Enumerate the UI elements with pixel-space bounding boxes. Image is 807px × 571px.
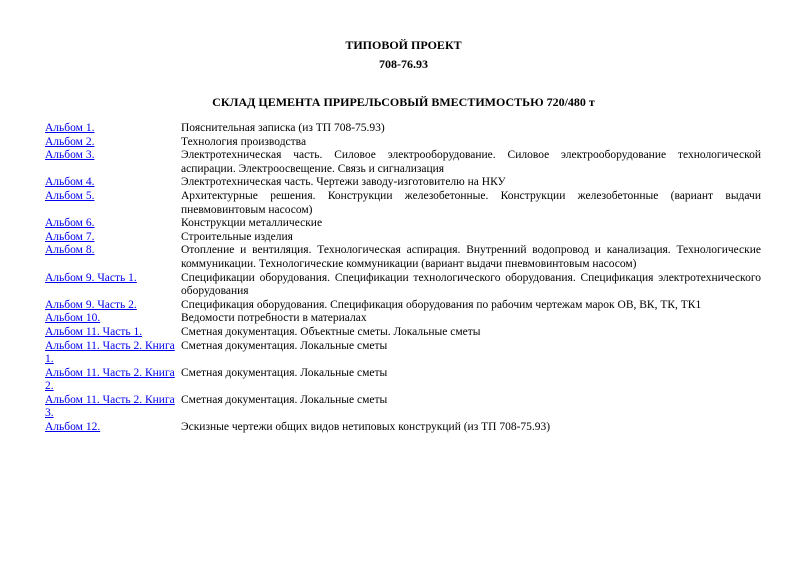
album-description: Электротехническая часть. Чертежи заводу-изготовителю на НКУ <box>181 176 506 189</box>
album-row <box>45 176 761 190</box>
album-link[interactable]: Альбом 8. <box>45 244 95 257</box>
album-description: Сметная документация. Локальные сметы <box>181 393 388 406</box>
album-row <box>45 231 761 245</box>
album-description: Спецификации оборудования. Спецификации технологического оборудования. Спецификация электротехнического оборудования <box>181 271 761 298</box>
album-row <box>45 421 761 435</box>
album-link[interactable]: Альбом 4. <box>45 176 95 189</box>
album-description: Архитектурные решения. Конструкции железобетонные. Конструкции железобетонные (вариант выдачи пневмовинтовым насосом) <box>181 189 761 216</box>
album-row <box>45 299 761 313</box>
album-link[interactable]: Альбом 11. Часть 2. Книга 2. <box>45 366 175 393</box>
project-subject: СКЛАД ЦЕМЕНТА ПРИРЕЛЬСОВЫЙ ВМЕСТИМОСТЬЮ 720/480 т <box>212 95 595 109</box>
album-link[interactable]: Альбом 2. <box>45 135 95 148</box>
project-code: 708-76.93 <box>379 57 428 71</box>
album-row <box>45 394 761 421</box>
album-row <box>45 244 761 271</box>
album-row <box>45 217 761 231</box>
album-row <box>45 149 761 176</box>
album-description: Электротехническая часть. Силовое электрооборудование. Силовое электрооборудование технологической аспирации. Электроосвещение. Связь и сигнализация <box>181 149 761 175</box>
album-link[interactable]: Альбом 7. <box>45 230 95 243</box>
album-link[interactable]: Альбом 11. Часть 2. Книга 1. <box>45 339 175 366</box>
album-row <box>45 340 761 367</box>
album-link[interactable]: Альбом 1. <box>45 122 95 134</box>
album-description: Спецификация оборудования. Спецификация оборудования по рабочим чертежам марок ОВ, ВК, ТК, ТК1 <box>181 298 702 311</box>
albums-table <box>45 122 761 435</box>
album-link[interactable]: Альбом 6. <box>45 217 95 230</box>
album-link[interactable]: Альбом 9. Часть 2. <box>45 298 137 311</box>
album-row <box>45 272 761 299</box>
album-row <box>45 326 761 340</box>
album-description: Ведомости потребности в материалах <box>181 312 367 325</box>
album-description: Эскизные чертежи общих видов нетиповых конструкций (из ТП 708-75.93) <box>181 421 551 434</box>
album-link[interactable]: Альбом 3. <box>45 149 95 162</box>
album-description: Строительные изделия <box>181 230 293 243</box>
album-row <box>45 312 761 326</box>
album-description: Технология производства <box>181 135 307 148</box>
album-description: Сметная документация. Локальные сметы <box>181 339 388 352</box>
album-row <box>45 190 761 217</box>
album-row <box>45 136 761 150</box>
album-link[interactable]: Альбом 5. <box>45 189 95 202</box>
document-title: ТИПОВОЙ ПРОЕКТ <box>345 38 462 52</box>
album-row <box>45 122 761 136</box>
album-description: Отопление и вентиляция. Технологическая аспирация. Внутренний водопровод и канализация. Технологические коммуникации. Технологические коммуникации (вариант выдачи пневмовинтовым насосом) <box>181 244 761 270</box>
album-row <box>45 367 761 394</box>
album-description: Сметная документация. Локальные сметы <box>181 366 388 379</box>
album-link[interactable]: Альбом 10. <box>45 312 101 325</box>
album-description: Пояснительная записка (из ТП 708-75.93) <box>181 122 385 134</box>
album-description: Конструкции металлические <box>181 217 323 230</box>
album-link[interactable]: Альбом 12. <box>45 421 101 434</box>
album-link[interactable]: Альбом 9. Часть 1. <box>45 271 137 284</box>
album-link[interactable]: Альбом 11. Часть 2. Книга 3. <box>45 393 175 420</box>
album-description: Сметная документация. Объектные сметы. Локальные сметы <box>181 325 481 338</box>
album-link[interactable]: Альбом 11. Часть 1. <box>45 325 143 338</box>
